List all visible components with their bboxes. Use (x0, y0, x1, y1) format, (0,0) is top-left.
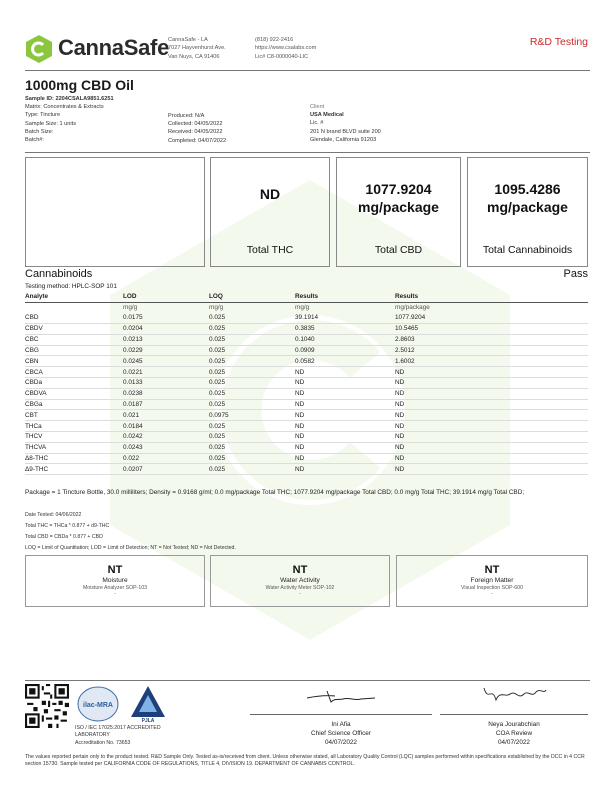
result-cell: ND (395, 399, 588, 410)
result-cell: 0.025 (209, 453, 295, 464)
analyte-name: THCa (25, 421, 123, 432)
analyte-name: CBG (25, 345, 123, 356)
sample-type: Type: Tincture (25, 112, 61, 119)
analyte-name: CBD (25, 313, 123, 324)
analyte-name: CBDV (25, 324, 123, 335)
result-cell: ND (295, 388, 395, 399)
result-cell: 0.0221 (123, 367, 209, 378)
accreditation-lab: LABORATORY (75, 732, 110, 739)
total-thc-label: Total THC (246, 244, 294, 256)
foreign-matter-test-box (396, 555, 588, 607)
analyte-name: Δ8-THC (25, 453, 123, 464)
result-cell: 0.025 (209, 464, 295, 475)
signatory-2-name: Neya Jourabchian (488, 721, 540, 728)
report-type: R&D Testing (529, 36, 588, 48)
result-cell: 0.0213 (123, 334, 209, 345)
result-cell: 2.5012 (395, 345, 588, 356)
unit-cell: mg/g (295, 304, 310, 312)
result-cell: ND (295, 421, 395, 432)
moisture-value: NT (107, 564, 123, 576)
summary-total-cbd (336, 157, 461, 267)
water-activity-dash: - (299, 591, 301, 597)
image-placeholder-box (25, 157, 205, 267)
result-cell: ND (295, 442, 395, 453)
package-note: Package = 1 Tincture Bottle, 30.0 milliliters; Density = 0.9168 g/ml; 0.0 mg/package Total THC; 1077.9204 mg/package Total CBD; 0.0 mg/g Total THC; 39.1914 mg/g Total CBD; (25, 489, 525, 496)
cannasafe-logo-icon (25, 35, 53, 63)
result-cell: 0.0187 (123, 399, 209, 410)
signature-line-1 (250, 714, 432, 715)
analyte-name: CBN (25, 356, 123, 367)
result-cell: 0.025 (209, 432, 295, 443)
result-cell: 10.5465 (395, 324, 588, 335)
signature-line-2 (440, 714, 588, 715)
result-cell: ND (295, 464, 395, 475)
header-results-mg-g: Results (295, 292, 395, 302)
header-analyte: Analyte (25, 292, 123, 302)
table-row (25, 410, 588, 421)
moisture-label: Moisture (102, 577, 128, 584)
result-cell: ND (295, 432, 395, 443)
table-row (25, 324, 588, 335)
result-cell: 0.025 (209, 313, 295, 324)
analyte-name: CBC (25, 334, 123, 345)
collected-date: Collected: 04/05/2022 (168, 121, 223, 128)
water-activity-value: NT (292, 564, 308, 576)
result-cell: ND (395, 388, 588, 399)
sample-size: Sample Size: 1 units (25, 120, 76, 127)
lab-name: CannaSafe - LA (168, 37, 208, 43)
signatory-1 (250, 720, 432, 747)
result-cell: 0.0238 (123, 388, 209, 399)
result-cell: ND (295, 453, 395, 464)
analyte-name: CBDVA (25, 388, 123, 399)
total-cannabinoids-value: 1095.4286 mg/package (487, 181, 568, 215)
signatory-2 (440, 720, 588, 747)
abbreviation-legend: LOQ = Limit of Quantitation; LOD = Limit of Detection; NT = Not Tested; ND = Not Detected. (25, 545, 236, 551)
result-cell: ND (295, 378, 395, 389)
sample-id: Sample ID: 2204CSALA9851.6251 (25, 96, 114, 102)
brand-name: CannaSafe (58, 35, 170, 60)
result-cell: 0.025 (209, 345, 295, 356)
signature-neya-jourabchian (480, 682, 550, 708)
result-cell: 0.025 (209, 324, 295, 335)
sample-matrix: Matrix: Concentrates & Extracts (25, 104, 104, 111)
unit-cell: mg/package (395, 304, 430, 312)
ilac-mra-text: ilac-MRA (83, 702, 113, 709)
iso-accreditation: ISO / IEC 17025:2017 ACCREDITED (75, 725, 161, 731)
info-divider (25, 152, 590, 153)
unit-cell (25, 302, 123, 313)
result-cell: 0.025 (209, 334, 295, 345)
moisture-test-box (25, 555, 205, 607)
total-thc-value: ND (259, 186, 281, 202)
table-row (25, 345, 588, 356)
table-row (25, 334, 588, 345)
total-cbd-value: 1077.9204 mg/package (358, 181, 439, 215)
signatory-2-title: COA Review (495, 730, 533, 737)
analyte-name: THCV (25, 432, 123, 443)
analyte-name: CBCA (25, 367, 123, 378)
cannabinoids-title: Cannabinoids (25, 268, 93, 280)
result-cell: 0.0245 (123, 356, 209, 367)
table-header-row (25, 292, 588, 302)
water-activity-sop: Water Activity Meter SOP-102 (265, 585, 335, 591)
result-cell: 0.0207 (123, 464, 209, 475)
client-info (310, 103, 381, 144)
client-label: Client (310, 104, 325, 110)
table-row (25, 399, 588, 410)
lab-license: Lic# C8-0000040-LIC (255, 53, 309, 60)
pjla-text: PJLA (141, 718, 155, 723)
table-row (25, 421, 588, 432)
result-cell: 2.8603 (395, 334, 588, 345)
summary-total-cannabinoids (467, 157, 588, 267)
result-cell: ND (395, 378, 588, 389)
units-row (25, 302, 588, 313)
result-cell: ND (395, 453, 588, 464)
header-divider (25, 70, 590, 71)
analyte-name: Δ9-THC (25, 464, 123, 475)
foreign-matter-dash: - (491, 591, 493, 597)
received-date: Received: 04/05/2022 (168, 129, 223, 136)
result-cell: 0.0184 (123, 421, 209, 432)
result-cell: 0.0909 (295, 345, 395, 356)
table-row (25, 313, 588, 324)
table-row (25, 432, 588, 443)
result-cell: 0.025 (209, 421, 295, 432)
analyte-name: CBT (25, 410, 123, 421)
qr-code-icon[interactable] (25, 684, 69, 728)
produced-date: Produced: N/A (168, 113, 205, 119)
accreditation-info (75, 725, 161, 747)
result-cell: 0.0175 (123, 313, 209, 324)
signatory-2-date: 04/07/2022 (498, 739, 530, 746)
client-name: USA Medical (310, 112, 344, 119)
client-license: Lic. # (310, 120, 324, 127)
total-cannabinoids-label: Total Cannabinoids (482, 244, 573, 256)
header-lod: LOD (123, 292, 209, 302)
result-cell: ND (395, 464, 588, 475)
result-cell: 0.025 (209, 442, 295, 453)
lab-phone: (818) 922-2416 (255, 37, 294, 43)
result-cell: 0.025 (209, 378, 295, 389)
lab-address-line1: 7027 Hayvenhurst Ave. (168, 45, 226, 52)
result-cell: 0.1040 (295, 334, 395, 345)
ilac-mra-badge-icon (76, 685, 120, 723)
table-row (25, 388, 588, 399)
table-row (25, 356, 588, 367)
result-cell: ND (395, 442, 588, 453)
result-cell: 0.0204 (123, 324, 209, 335)
signatory-1-name: Ini Afia (331, 721, 351, 728)
result-cell: ND (395, 367, 588, 378)
foreign-matter-label: Foreign Matter (470, 577, 514, 584)
result-cell: 1077.9204 (395, 313, 588, 324)
foreign-matter-value: NT (484, 564, 500, 576)
cannabinoids-table (25, 292, 588, 475)
pjla-badge-icon (128, 683, 168, 723)
disclaimer: The values reported pertain only to the product tested. R&D Sample Only. Tested as-is/received from client. Unless otherwise stated, all Laboratory Quality Control (LQC) samples performed within specifications established by the DCC in 4 CCR section 15730. Sample tested per CALIFORNIA CODE OF REGULATIONS, TITLE 4, DIVISION 19. DEPARTMENT OF CANNABIS CONTROL. (25, 754, 585, 768)
lab-website[interactable]: https://www.csalabs.com (255, 45, 317, 52)
analyte-name: CBDa (25, 378, 123, 389)
sample-dates (168, 112, 226, 145)
lab-address (168, 36, 226, 61)
result-cell: 0.0243 (123, 442, 209, 453)
client-address-line2: Glendale, California 91203 (310, 136, 377, 143)
cannabinoids-status: Pass (563, 268, 588, 280)
result-cell: 0.025 (209, 399, 295, 410)
result-cell: 0.025 (209, 356, 295, 367)
result-cell: 39.1914 (295, 313, 395, 324)
total-cbd-formula: Total CBD = CBDa * 0.877 + CBD (25, 534, 103, 540)
result-cell: 0.0229 (123, 345, 209, 356)
sample-details (25, 95, 114, 144)
result-cell: 0.021 (123, 410, 209, 421)
lab-contact (255, 36, 316, 61)
result-cell: 0.025 (209, 388, 295, 399)
table-row (25, 367, 588, 378)
foreign-matter-sop: Visual Inspection SOP-600 (461, 585, 523, 591)
client-address-line1: 201 N brand BLVD suite 200 (310, 128, 381, 135)
lab-address-line2: Van Nuys, CA 91406 (168, 53, 220, 60)
signature-ini-afia (305, 686, 385, 706)
table-row (25, 378, 588, 389)
table-row (25, 464, 588, 475)
result-cell: ND (395, 432, 588, 443)
result-cell: ND (295, 367, 395, 378)
date-tested: Date Tested: 04/06/2022 (25, 512, 82, 518)
product-title: 1000mg CBD Oil (25, 77, 134, 93)
table-row (25, 442, 588, 453)
completed-date: Completed: 04/07/2022 (168, 137, 227, 144)
signatory-1-title: Chief Science Officer (311, 730, 371, 737)
result-cell: ND (395, 421, 588, 432)
result-cell: 0.022 (123, 453, 209, 464)
result-cell: 0.0975 (209, 410, 295, 421)
result-cell: 0.0242 (123, 432, 209, 443)
batch-number: Batch#: (25, 137, 44, 144)
header-loq: LOQ (209, 292, 295, 302)
accreditation-number: Accreditation No. 73653 (75, 739, 131, 746)
water-activity-test-box (210, 555, 390, 607)
testing-method: Testing method: HPLC-SOP 101 (25, 283, 117, 290)
batch-size: Batch Size: (25, 128, 54, 135)
total-cbd-label: Total CBD (374, 244, 423, 256)
result-cell: 0.025 (209, 367, 295, 378)
moisture-dash: - (114, 591, 116, 597)
result-cell: 1.6002 (395, 356, 588, 367)
result-cell: 0.0133 (123, 378, 209, 389)
total-thc-formula: Total THC = THCa * 0.877 + d9-THC (25, 523, 110, 529)
analyte-name: CBGa (25, 399, 123, 410)
moisture-sop: Moisture Analyzer SOP-103 (82, 585, 147, 591)
water-activity-label: Water Activity (280, 577, 320, 584)
result-cell: ND (395, 410, 588, 421)
result-cell: ND (295, 399, 395, 410)
footer-divider (25, 680, 590, 681)
unit-cell: mg/g (123, 304, 138, 312)
header-results-mg-package: Results (395, 292, 588, 302)
summary-total-thc (210, 157, 330, 267)
table-row (25, 453, 588, 464)
unit-cell: mg/g (209, 304, 224, 312)
result-cell: 0.0582 (295, 356, 395, 367)
result-cell: 0.3835 (295, 324, 395, 335)
result-cell: ND (295, 410, 395, 421)
signatory-1-date: 04/07/2022 (325, 739, 357, 746)
analyte-name: THCVA (25, 442, 123, 453)
